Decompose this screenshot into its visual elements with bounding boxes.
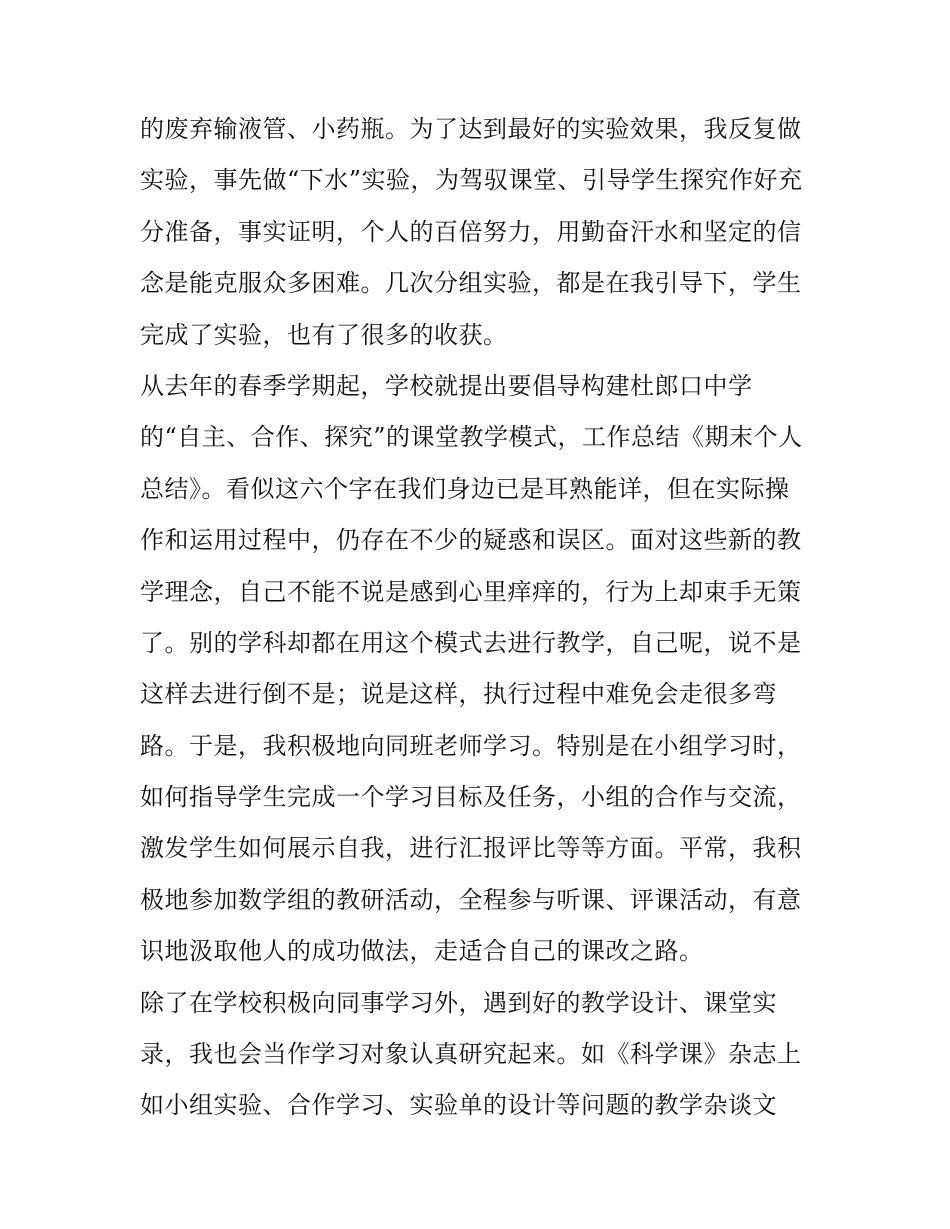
text-line: 识地汲取他人的成功做法，走适合自己的课改之路。: [140, 937, 704, 966]
text-line: 的“自主、合作、探究”的课堂教学模式，工作总结《期末个人: [140, 423, 803, 452]
text-line: 激发学生如何展示自我，进行汇报评比等等方面。平常，我积: [140, 834, 802, 863]
body-text: [140, 104, 820, 1132]
text-line: 如何指导学生完成一个学习目标及任务，小组的合作与交流，: [140, 783, 802, 812]
text-line: 从去年的春季学期起，学校就提出要倡导构建杜郎口中学: [140, 371, 753, 400]
text-line: 的废弃输液管、小药瓶。为了达到最好的实验效果，我反复做: [140, 115, 802, 143]
text-line: 极地参加数学组的教研活动，全程参与听课、评课活动，有意: [140, 885, 802, 914]
text-line: 总结》。看似这六个字在我们身边已是耳熟能详，但在实际操: [140, 474, 790, 503]
text-line: 路。于是，我积极地向同班老师学习。特别是在小组学习时，: [140, 731, 802, 760]
text-line: 录，我也会当作学习对象认真研究起来。如《科学课》杂志上: [140, 1040, 802, 1069]
text-line: 了。别的学科却都在用这个模式去进行教学，自己呢，说不是: [140, 628, 802, 657]
text-line: 如小组实验、合作学习、实验单的设计等问题的教学杂谈文: [140, 1091, 777, 1120]
text-line: 学理念，自己不能不说是感到心里痒痒的，行为上却束手无策: [140, 577, 802, 606]
text-line: 这样去进行倒不是；说是这样，执行过程中难免会走很多弯: [140, 680, 777, 709]
text-line: 实验，事先做“下水”实验，为驾驭课堂、引导学生探究作好充: [140, 166, 803, 195]
text-line: 作和运用过程中，仍存在不少的疑惑和误区。面对这些新的教: [140, 526, 802, 555]
text-line: 完成了实验，也有了很多的收获。: [140, 320, 508, 349]
text-line: 念是能克服众多困难。几次分组实验，都是在我引导下，学生: [140, 269, 802, 298]
text-line: 除了在学校积极向同事学习外，遇到好的教学设计、课堂实: [140, 988, 777, 1017]
text-line: 分准备，事实证明，个人的百倍努力，用勤奋汗水和坚定的信: [140, 217, 802, 246]
